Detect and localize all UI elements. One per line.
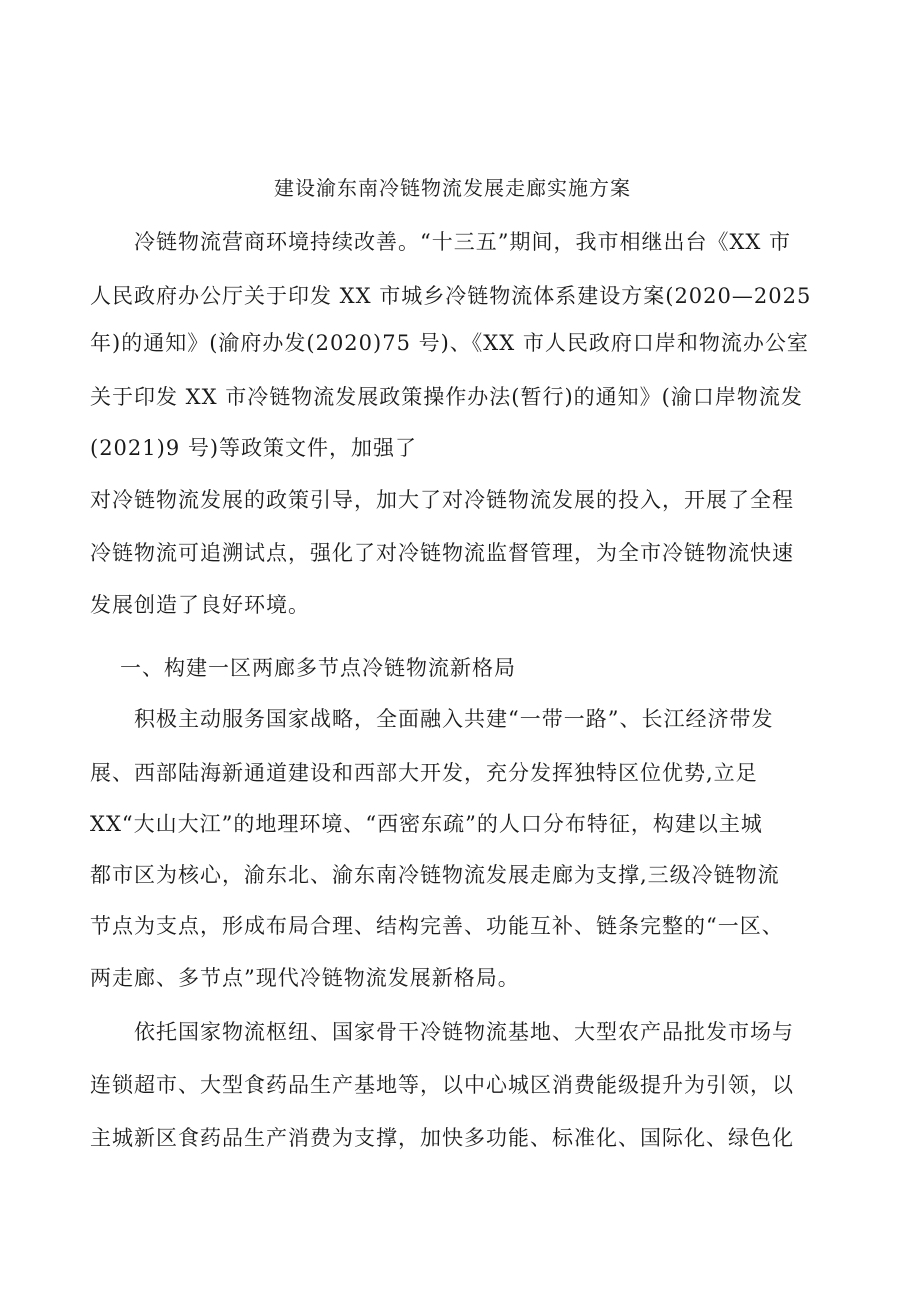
paragraph-3-line-1: 积极主动服务国家战略，全面融入共建“一带一路”、长江经济带发 <box>134 707 774 731</box>
paragraph-3-line-3: XX“大山大江”的地理环境、“西密东疏”的人口分布特征，构建以主城 <box>90 812 763 836</box>
document-title: 建设渝东南冷链物流发展走廊实施方案 <box>274 176 631 200</box>
paragraph-4-line-2: 连锁超市、大型食药品生产基地等，以中心城区消费能级提升为引领，以 <box>90 1073 794 1097</box>
paragraph-1-line-5: (2021)9 号)等政策文件，加强了 <box>90 436 418 460</box>
paragraph-1-line-1: 冷链物流营商环境持续改善。“十三五”期间，我市相继出台《XX 市 <box>134 230 792 254</box>
paragraph-3-line-6: 两走廊、多节点”现代冷链物流发展新格局。 <box>90 966 520 990</box>
paragraph-4-line-3: 主城新区食药品生产消费为支撑，加快多功能、标准化、国际化、绿色化 <box>90 1126 794 1150</box>
paragraph-1-line-3: 年)的通知》(渝府办发(2020)75 号)、《XX 市人民政府口岸和物流办公室 <box>90 331 809 355</box>
paragraph-2-line-1: 对冷链物流发展的政策引导，加大了对冷链物流发展的投入，开展了全程 <box>90 488 794 512</box>
paragraph-2-line-3: 发展创造了良好环境。 <box>90 593 310 617</box>
paragraph-4-line-1: 依托国家物流枢纽、国家骨干冷链物流基地、大型农产品批发市场与 <box>134 1020 794 1044</box>
paragraph-2-line-2: 冷链物流可追溯试点，强化了对冷链物流监督管理，为全市冷链物流快速 <box>90 541 794 565</box>
paragraph-3-line-4: 都市区为核心，渝东北、渝东南冷链物流发展走廊为支撑,三级冷链物流 <box>90 863 780 887</box>
paragraph-3-line-5: 节点为支点，形成布局合理、结构完善、功能互补、链条完整的“一区、 <box>90 914 784 938</box>
paragraph-1-line-4: 关于印发 XX 市冷链物流发展政策操作办法(暂行)的通知》(渝口岸物流发 <box>90 385 803 409</box>
paragraph-3-line-2: 展、西部陆海新通道建设和西部大开发，充分发挥独特区位优势,立足 <box>90 761 758 785</box>
section-heading: 一、构建一区两廊多节点冷链物流新格局 <box>120 656 516 680</box>
paragraph-1-line-2: 人民政府办公厅关于印发 XX 市城乡冷链物流体系建设方案(2020—2025 <box>90 284 812 308</box>
